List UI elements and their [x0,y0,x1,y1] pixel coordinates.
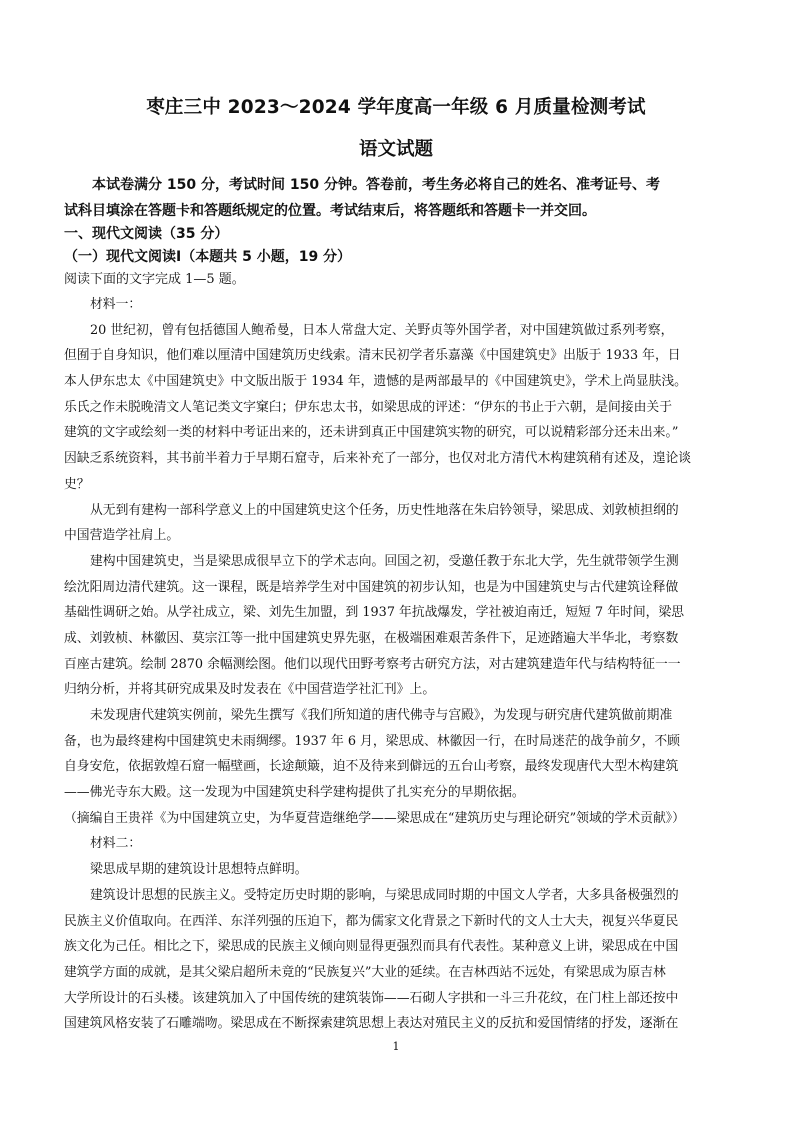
subsection-heading: （一）现代文阅读Ⅰ（本题共 5 小题，19 分） [64,249,352,265]
passage-line: 国建筑风格安装了石雕端吻。梁思成在不断探索建筑思想上表达对殖民主义的反抗和爱国情绪的抒发，逐渐在 [64,1016,679,1032]
passage-line: 建筑的文字或绘刻一类的材料中考证出来的，还未讲到真正中国建筑实物的研究，可以说精彩部分还未出来。” [64,425,679,441]
passage-line: 成、刘敦桢、林徽因、莫宗江等一批中国建筑史界先驱，在极端困难艰苦条件下，足迹踏遍大半华北，考察数 [64,630,679,646]
passage-line: 梁思成早期的建筑设计思想特点鲜明。 [90,862,308,878]
passage-line: 基础性调研之始。从学社成立，梁、刘先生加盟，到 1937 年抗战爆发，学社被迫南迁，短短 7 年时间，梁思 [64,605,685,621]
passage-line: ——佛光寺东大殿。这一发现为中国建筑史科学建构提供了扎实充分的早期依据。 [64,785,525,801]
passage-line: 因缺乏系统资料，其书前半着力于早期石窟寺，后来补充了一部分，也仅对北方清代木构建筑稍有述及，遑论谈 [64,451,692,467]
passage-line: 归纳分析，并将其研究成果及时发表在《中国营造学社汇刊》上。 [64,682,436,698]
passage-line: 绘沈阳周边清代建筑。这一课程，既是培养学生对中国建筑的初步认知，也是为中国建筑史与古代建筑诠释做 [64,579,679,595]
passage-line: 族文化为己任。相比之下，梁思成的民族主义倾向则显得更强烈而具有代表性。某种意义上讲，梁思成在中国 [64,939,679,955]
passage-line: 本人伊东忠太《中国建筑史》中文版出版于 1934 年，遗憾的是两部最早的《中国建筑史》，学术上尚显肤浅。 [64,374,687,390]
passage-line: 民族主义价值取向。在西洋、东洋列强的压迫下，都为儒家文化背景之下新时代的文人士大夫，视复兴华夏民 [64,913,679,929]
passage-line: 20 世纪初，曾有包括德国人鲍希曼，日本人常盘大定、关野贞等外国学者，对中国建筑做过系列考察， [90,322,674,338]
passage-line: 中国营造学社肩上。 [64,528,180,544]
passage-line: 未发现唐代建筑实例前，梁先生撰写《我们所知道的唐代佛寺与宫殿》，为发现与研究唐代建筑做前期准 [90,708,673,723]
passage-line: 自身安危，依据敦煌石窟一幅壁画，长途颠簸，迫不及待来到僻远的五台山考察，最终发现唐代大型木构建筑 [64,759,679,775]
passage-line: 乐氏之作未脱晚清文人笔记类文字窠臼；伊东忠太书，如梁思成的评述：“伊东的书止于六朝，是间接由关于 [64,399,672,415]
reading-instruction: 阅读下面的文字完成 1—5 题。 [64,272,245,287]
source-citation: （摘编自王贵祥《为中国建筑立史，为华夏营造继绝学——梁思成在“建筑历史与理论研究”领域的学术贡献》） [64,810,685,826]
exam-instructions [64,172,730,224]
section-heading: 一、现代文阅读（35 分） [64,226,229,242]
passage-line: 百座古建筑。绘制 2870 余幅测绘图。他们以现代田野考察考古研究方法，对古建筑建造年代与结构特征一一 [64,656,681,672]
passage-line: 大学所设计的石头楼。该建筑加入了中国传统的建筑装饰——石砌人字拱和一斗三升花纹，在门柱上部还按中 [64,990,679,1006]
instructions-line: 本试卷满分 150 分，考试时间 150 分钟。答卷前，考生务必将自己的姓名、准考证号、考 [92,177,660,193]
passage-line: 备，也为最终建构中国建筑史未雨绸缪。1937 年 6 月，梁思成、林徽因一行，在时局迷茫的战争前夕，不顾 [64,733,680,749]
exam-title: 枣庄三中 2023～2024 学年度高一年级 6 月质量检测考试 [146,97,646,118]
exam-subtitle: 语文试题 [358,139,433,160]
material-label: 材料一： [90,297,142,312]
instructions-line: 试科目填涂在答题卡和答题纸规定的位置。考试结束后，将答题纸和答题卡一并交回。 [64,203,596,219]
passage-line: 但囿于自身知识，他们难以厘清中国建筑历史线索。清末民初学者乐嘉藻《中国建筑史》出版于 1933 年，日 [64,348,681,364]
passage-line: 建筑学方面的成就，是其父梁启超所未竟的“民族复兴”大业的延续。在吉林西站不远处，有梁思成为原吉林 [64,964,666,980]
material-label: 材料二： [90,836,142,852]
passage-body [64,292,730,1037]
passage-line: 史？ [64,476,90,492]
passage-line: 从无到有建构一部科学意义上的中国建筑史这个任务，历史性地落在朱启钤领导，梁思成、刘敦桢担纲的 [90,502,679,518]
passage-line: 建筑设计思想的民族主义。受特定历史时期的影响，与梁思成同时期的中国文人学者，大多具备极强烈的 [90,887,679,903]
passage-line: 建构中国建筑史，当是梁思成很早立下的学术志向。回国之初，受邀任教于东北大学，先生就带领学生测 [90,553,679,569]
page-number: 1 [392,1040,400,1053]
